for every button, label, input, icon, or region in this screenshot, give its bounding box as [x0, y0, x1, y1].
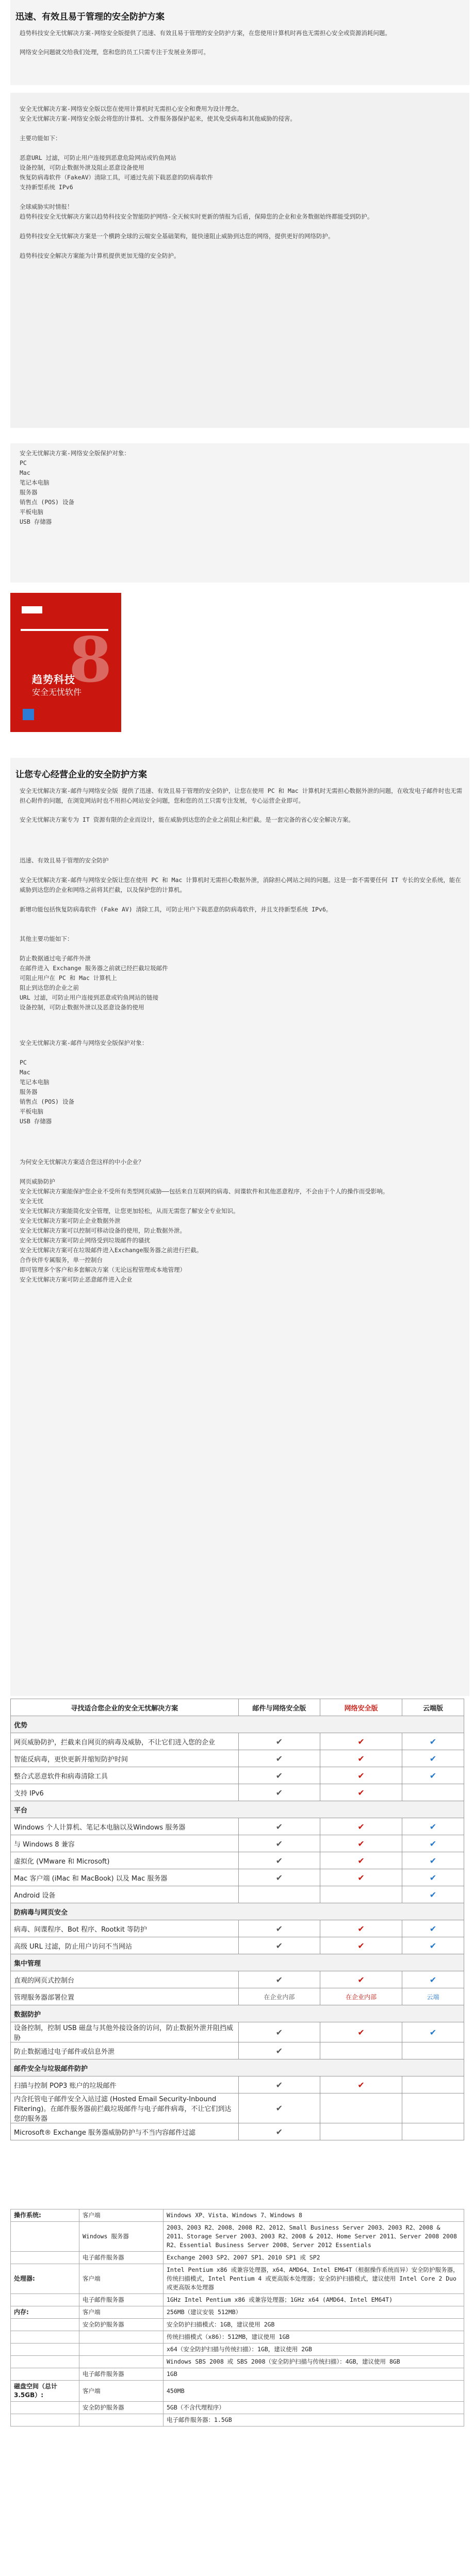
section1-title: 迅速、有效且易于管理的安全防护方案: [15, 12, 165, 22]
requirement-row: [11, 2222, 464, 2252]
feature-item: 防止数据通过电子邮件外泄: [20, 955, 91, 962]
section1-platforms-heading: 安全无忧解决方案-网络安全版保护对象：: [20, 450, 130, 457]
feature-item: 设备控制，可防止数据外泄以及恶意设备的使用: [20, 1004, 144, 1011]
checkmark-icon: ✔: [320, 1971, 402, 1988]
comparison-cell: 云端: [402, 1988, 464, 2005]
comparison-row: [11, 2093, 464, 2123]
feature-item: 可阻止用户在 PC 和 Mac 计算机上: [20, 974, 117, 982]
comparison-header-cloud: 云端版: [402, 1699, 464, 1716]
requirement-value: 1GB: [164, 2368, 464, 2381]
section1-body-line: 恶意URL 过滤，可防止用户连接到恶意危险网站或钓鱼网站: [20, 154, 176, 161]
requirement-value: Intel Pentium x86 或兼容处理器，x64、AMD64、Intel EM64T（根据操作系统而异）安全防护服务器，传统扫描模式，Intel Pentium 4 或更高版本处理器；安全防护扫描模式，建议使用 Intel Core 2 Duo 或更高版本处理器: [164, 2264, 464, 2294]
requirement-subcategory: [79, 2356, 164, 2368]
feature-item: 阻止到达您的企业之前: [20, 984, 79, 991]
requirement-value: 2003、2003 R2、2008、2008 R2、2012、Small Business Server 2003、2003 R2、2008 & 2011、Storage Server 2003、2003 R2、2008 & 2012、Home Server 2011、Server 2008 2008 R2、Essential Business Server 2008、Server 2012 Essentials: [164, 2222, 464, 2252]
comparison-row: [11, 1886, 464, 1903]
checkmark-icon: ✔: [238, 2076, 320, 2093]
checkmark-icon: ✔: [238, 1971, 320, 1988]
comparison-feature: 网页威胁防护，拦截来自网页的病毒及威胁，不让它们进入您的企业: [11, 1733, 239, 1750]
platform-item: 笔记本电脑: [20, 479, 50, 486]
comparison-feature: 直观的网页式控制台: [11, 1971, 239, 1988]
comparison-row: [11, 1767, 464, 1784]
checkmark-icon: ✔: [320, 2076, 402, 2093]
comparison-feature: 与 Windows 8 兼容: [11, 1835, 239, 1852]
section1-body-line: 全球威胁实时情报！: [20, 203, 73, 210]
checkmark-icon: ✔: [238, 1869, 320, 1886]
box-label-2: 安全无忧软件: [32, 687, 82, 697]
section1-platform-list: [20, 458, 464, 527]
comparison-feature: 内含托管电子邮件安全入站过滤 (Hosted Email Security-Inbound Filtering)。在邮件服务器前拦截垃圾邮件与电子邮件病毒，不让它们到达您的服务器: [11, 2093, 239, 2123]
section1-body-line: [20, 124, 464, 134]
comparison-row: [11, 1937, 464, 1954]
platform-item: 销售点 (POS) 设备: [20, 1098, 74, 1105]
section1-body-line: [20, 222, 464, 231]
comparison-feature: 支持 IPv6: [11, 1784, 239, 1801]
comparison-feature: 智能反病毒，更快更新并缩短防护时间: [11, 1750, 239, 1767]
feature-item: URL 过滤，可防止用户连接到恶意或钓鱼网站的链接: [20, 994, 159, 1001]
section1-header: [10, 0, 469, 85]
checkmark-icon: ✔: [238, 1818, 320, 1835]
checkmark-icon: ✔: [238, 1750, 320, 1767]
requirement-row: [11, 2414, 464, 2427]
requirement-value: 256MB（建议安装 512MB）: [164, 2306, 464, 2319]
comparison-feature: 病毒、间谍程序、Bot 程序、Rootkit 等防护: [11, 1920, 239, 1937]
product-box-image: [10, 593, 121, 732]
platform-item: USB 存储器: [20, 518, 52, 525]
comparison-row: [11, 2123, 464, 2140]
checkmark-icon: ✔: [238, 2022, 320, 2042]
checkmark-icon: ✔: [238, 1920, 320, 1937]
comparison-header-email-web: 邮件与网络安全版: [238, 1699, 320, 1716]
checkmark-icon: ✔: [402, 1886, 464, 1903]
checkmark-icon: ✔: [238, 1767, 320, 1784]
requirement-subcategory: 客户端: [79, 2264, 164, 2294]
requirement-value: Exchange 2003 SP2、2007 SP1、2010 SP1 或 SP2: [164, 2252, 464, 2264]
comparison-cell: [402, 1784, 464, 1801]
requirement-category: 处理器:: [11, 2264, 79, 2294]
comparison-row: [11, 2042, 464, 2059]
brand-logo-icon: [22, 606, 42, 613]
section1-intro: [10, 26, 469, 57]
why-item: 安全无忧解决方案可防止恶意邮件进入企业: [20, 1276, 133, 1283]
requirement-subcategory: 客户端: [79, 2209, 164, 2222]
box-label: 趋势科技: [32, 673, 75, 686]
comparison-group-row: [11, 1903, 464, 1920]
comparison-row: [11, 1869, 464, 1886]
comparison-group-row: [11, 1954, 464, 1971]
comparison-group-name: 优势: [11, 1716, 464, 1733]
why-item: 安全无忧: [20, 1198, 43, 1205]
checkmark-icon: ✔: [402, 1733, 464, 1750]
why-item: 安全无忧解决方案能保护您企业不受所有类型网页威胁——包括来自互联网的病毒、间谍软件和其他恶意程序，不会由于个人的操作而受影响。: [20, 1188, 389, 1195]
platform-item: USB 存储器: [20, 1118, 52, 1125]
comparison-group-name: 数据防护: [11, 2005, 464, 2022]
platform-item: 平板电脑: [20, 1108, 43, 1115]
requirement-value: Windows SBS 2008 或 SBS 2008（安全防护扫描与传统扫描）：4GB，建议使用 8GB: [164, 2356, 464, 2368]
requirement-subcategory: 电子邮件服务器: [79, 2252, 164, 2264]
requirement-category: [11, 2252, 79, 2264]
why-item: 安全无忧解决方案可在垃圾邮件进入Exchange服务器之前进行拦截。: [20, 1247, 203, 1254]
comparison-feature: 设备控制，控制 USB 磁盘与其他外接设备的访问，防止数据外泄并阻挡威胁: [11, 2022, 239, 2042]
comparison-cell: [320, 2042, 402, 2059]
comparison-header-feature: 寻找适合您企业的安全无忧解决方案: [11, 1699, 239, 1716]
comparison-feature: 整合式恶意软件和病毒清除工具: [11, 1767, 239, 1784]
checkmark-icon: ✔: [320, 1818, 402, 1835]
platform-item: PC: [20, 459, 27, 467]
requirement-row: [11, 2381, 464, 2402]
checkmark-icon: ✔: [238, 2042, 320, 2059]
requirement-subcategory: [79, 2344, 164, 2356]
requirement-row: [11, 2368, 464, 2381]
why-item: 安全无忧解决方案可以控制可移动设备的使用，防止数据外泄。: [20, 1227, 186, 1234]
section1-body-line: [20, 241, 464, 251]
comparison-feature: 高级 URL 过滤，防止用户访问不当网站: [11, 1937, 239, 1954]
comparison-cell: 在企业内部: [238, 1988, 320, 2005]
comparison-row: [11, 1818, 464, 1835]
checkmark-icon: ✔: [402, 1835, 464, 1852]
comparison-feature: 扫描与控制 POP3 账户的垃圾邮件: [11, 2076, 239, 2093]
section2-p2: 安全无忧解决方案-邮件与网络安全版让您在使用 PC 和 Mac 计算机时无需担心数据外泄，消除担心网站之间的问题。这是一套不需要任何 IT 专长的安全系统，能在威胁到达您的企业和网络之前将其拦截，以及保护您的计算机。: [20, 876, 461, 893]
checkmark-icon: ✔: [320, 1920, 402, 1937]
requirement-value: 传统扫描模式（x86）：512MB，建议使用 1GB: [164, 2331, 464, 2344]
comparison-cell: [320, 2093, 402, 2123]
comparison-cell: [238, 1886, 320, 1903]
requirement-category: [11, 2344, 79, 2356]
comparison-group-name: 邮件安全与垃圾邮件防护: [11, 2059, 464, 2076]
comparison-cell: [402, 2076, 464, 2093]
comparison-row: [11, 1852, 464, 1869]
section1-body-line: 设备控制，可防止数据外泄及阻止恶意设备使用: [20, 164, 144, 171]
why-item: 安全无忧解决方案能简化安全管理，让您更加轻松，从而无需您了解安全专业知识。: [20, 1207, 239, 1215]
requirement-category: 内存:: [11, 2306, 79, 2319]
comparison-group-name: 集中管理: [11, 1954, 464, 1971]
requirement-category: [11, 2331, 79, 2344]
platform-item: 服务器: [20, 489, 38, 496]
comparison-row: [11, 1733, 464, 1750]
checkmark-icon: ✔: [238, 2093, 320, 2123]
requirement-value: 安全防护扫描模式：1GB，建议使用 2GB: [164, 2319, 464, 2331]
comparison-row: [11, 1971, 464, 1988]
requirement-row: [11, 2402, 464, 2414]
section2-features-heading: 其他主要功能如下：: [20, 935, 73, 942]
comparison-cell: [402, 2042, 464, 2059]
requirement-value: 电子邮件服务器：1.5GB: [164, 2414, 464, 2427]
requirement-subcategory: 电子邮件服务器: [79, 2368, 164, 2381]
platform-item: 销售点 (POS) 设备: [20, 498, 74, 506]
checkmark-icon: ✔: [238, 2123, 320, 2140]
checkmark-icon: ✔: [320, 1937, 402, 1954]
section2-why-list: [20, 1177, 464, 1285]
platform-item: 笔记本电脑: [20, 1078, 50, 1086]
why-item: 网页威胁防护: [20, 1178, 55, 1185]
checkmark-icon: ✔: [402, 1869, 464, 1886]
section1-body-text: [10, 93, 469, 261]
comparison-header-web: 网络安全版: [320, 1699, 402, 1716]
requirement-value: 5GB（不含代理程序）: [164, 2402, 464, 2414]
section1-body-line: [20, 192, 464, 202]
requirement-row: [11, 2356, 464, 2368]
requirement-category: [11, 2368, 79, 2381]
checkmark-icon: ✔: [238, 1784, 320, 1801]
comparison-cell: [402, 2093, 464, 2123]
checkmark-icon: ✔: [402, 1937, 464, 1954]
requirement-value: 450MB: [164, 2381, 464, 2402]
requirement-category: [11, 2402, 79, 2414]
requirement-value: 1GHz Intel Pentium x86 或兼容处理器；1GHz x64 (AMD64、Intel EM64T): [164, 2294, 464, 2306]
comparison-feature: 虚拟化 (VMware 和 Microsoft): [11, 1852, 239, 1869]
comparison-feature: 管理服务器部署位置: [11, 1988, 239, 2005]
comparison-table: [10, 1699, 464, 2140]
requirement-category: [11, 2414, 79, 2427]
section2-platform-list: [20, 1058, 464, 1126]
section2: [10, 758, 469, 1696]
comparison-group-name: 防病毒与网页安全: [11, 1903, 464, 1920]
checkmark-icon: ✔: [402, 1852, 464, 1869]
section1-body-line: 趋势科技安全无忧解决方案是一个横跨全球的云端安全基础架构，能快速阻止威胁到达您的网络，提供更好的网络防护。: [20, 232, 334, 240]
checkmark-icon: ✔: [320, 2022, 402, 2042]
comparison-body: [11, 1716, 464, 2140]
requirement-row: [11, 2252, 464, 2264]
section1-intro-p1: 趋势科技安全无忧解决方案-网络安全版提供了迅速、有效且易于管理的安全防护方案，在您使用计算机时再也无需担心安全或资源消耗问题。: [20, 29, 391, 37]
section1-body-line: 安全无忧解决方案-网络安全版会将您的计算机、文件服务器保护起来，使其免受病毒和其他威胁的侵害。: [20, 115, 296, 122]
comparison-row: [11, 1835, 464, 1852]
requirement-category: 操作系统:: [11, 2209, 79, 2222]
section1-body-line: 恢复防病毒软件（FakeAV）清除工具，可通过先前下载恶意的防病毒软件: [20, 174, 214, 181]
requirement-subcategory: 安全防护服务器: [79, 2402, 164, 2414]
requirement-category: [11, 2319, 79, 2331]
section2-p3: 新增功能包括恢复防病毒软件 (Fake AV) 清除工具，可防止用户下载恶意的防病毒软件，并且支持新型系统 IPv6。: [20, 906, 332, 913]
comparison-cell: [320, 2123, 402, 2140]
section1-body-line: 趋势科技安全解决方案能为计算机提供更加无缝的安全防护。: [20, 252, 180, 259]
comparison-group-row: [11, 1801, 464, 1818]
requirement-row: [11, 2294, 464, 2306]
checkmark-icon: ✔: [238, 1852, 320, 1869]
checkmark-icon: ✔: [402, 1767, 464, 1784]
comparison-feature: Microsoft® Exchange 服务器威胁防护与不当内容邮件过滤: [11, 2123, 239, 2140]
section1-platforms: [10, 443, 469, 583]
requirement-subcategory: [79, 2331, 164, 2344]
section2-platforms-heading: 安全无忧解决方案-邮件与网络安全版保护对象：: [20, 1039, 148, 1046]
requirement-category: [11, 2356, 79, 2368]
checkmark-icon: ✔: [320, 1733, 402, 1750]
windows-logo-icon: [23, 709, 34, 720]
requirements-table: [10, 2209, 464, 2427]
requirement-subcategory: 客户端: [79, 2381, 164, 2402]
comparison-cell: [320, 1886, 402, 1903]
requirement-subcategory: 安全防护服务器: [79, 2319, 164, 2331]
requirement-subcategory: [79, 2414, 164, 2427]
requirements-body: [11, 2209, 464, 2427]
requirement-row: [11, 2319, 464, 2331]
checkmark-icon: ✔: [238, 1733, 320, 1750]
comparison-feature: Android 设备: [11, 1886, 239, 1903]
checkmark-icon: ✔: [320, 1750, 402, 1767]
checkmark-icon: ✔: [320, 1784, 402, 1801]
comparison-row: [11, 1988, 464, 2005]
platform-item: Mac: [20, 469, 30, 476]
checkmark-icon: ✔: [238, 1937, 320, 1954]
section1-body-line: [20, 143, 464, 153]
requirement-value: Windows XP、Vista、Windows 7、Windows 8: [164, 2209, 464, 2222]
box-version-number: 8: [69, 624, 112, 696]
why-item: 合作伙伴专属服务，单一控制台: [20, 1256, 103, 1264]
requirement-subcategory: 客户端: [79, 2306, 164, 2319]
comparison-row: [11, 1784, 464, 1801]
checkmark-icon: ✔: [402, 1818, 464, 1835]
comparison-row: [11, 1920, 464, 1937]
comparison-feature: Windows 个人计算机、笔记本电脑以及Windows 服务器: [11, 1818, 239, 1835]
comparison-group-row: [11, 1716, 464, 1733]
platform-item: PC: [20, 1059, 27, 1066]
section1-body-line: 主要功能如下：: [20, 135, 61, 142]
requirement-row: [11, 2331, 464, 2344]
platform-item: 服务器: [20, 1088, 38, 1095]
requirement-category: [11, 2222, 79, 2252]
requirement-subcategory: Windows 服务器: [79, 2222, 164, 2252]
comparison-group-row: [11, 2059, 464, 2076]
comparison-row: [11, 2022, 464, 2042]
comparison-feature: Mac 客户端 (iMac 和 MacBook) 以及 Mac 服务器: [11, 1869, 239, 1886]
section1-body-line: 安全无忧解决方案-网络安全版以您在使用计算机时无需担心安全和费用为设计理念。: [20, 105, 243, 112]
comparison-cell: 在企业内部: [320, 1988, 402, 2005]
requirement-category: [11, 2294, 79, 2306]
comparison-header-row: [11, 1699, 464, 1716]
comparison-row: [11, 2076, 464, 2093]
section2-feature-list: [20, 954, 464, 1012]
platform-item: 平板电脑: [20, 508, 43, 516]
comparison-cell: [402, 2123, 464, 2140]
checkmark-icon: ✔: [238, 1835, 320, 1852]
section1-body-line: 趋势科技安全无忧解决方案以趋势科技安全智能防护网络-全天候实时更新的情报为后盾，保障您的企业和业务数据始终都能受到防护。: [20, 213, 373, 220]
checkmark-icon: ✔: [320, 1869, 402, 1886]
why-item: 安全无忧解决方案可防止企业数据外泄: [20, 1217, 121, 1224]
requirement-category: 磁盘空间（总计 3.5GB）:: [11, 2381, 79, 2402]
requirement-row: [11, 2306, 464, 2319]
section2-intro-p2: 安全无忧解决方案专为 IT 资源有限的企业而设计，能在威胁到达您的企业之前阻止和拦截。是一套完备的省心安全解决方案。: [20, 816, 354, 823]
requirement-row: [11, 2264, 464, 2294]
platform-item: Mac: [20, 1069, 30, 1076]
why-item: 即可管理多个客户和多套解决方案（无论远程管理或本地管理）: [20, 1266, 186, 1273]
requirement-value: x64（安全防护扫描与传统扫描）：1GB，建议使用 2GB: [164, 2344, 464, 2356]
checkmark-icon: ✔: [320, 1852, 402, 1869]
checkmark-icon: ✔: [320, 1835, 402, 1852]
section2-title: 让您专心经营企业的安全防护方案: [15, 770, 147, 780]
checkmark-icon: ✔: [402, 2022, 464, 2042]
comparison-feature: 防止数据通过电子邮件或信息外泄: [11, 2042, 239, 2059]
comparison-group-row: [11, 2005, 464, 2022]
section2-intro-p1: 安全无忧解决方案-邮件与网络安全版 提供了迅速、有效且易于管理的安全防护，让您在使用 PC 和 Mac 计算机时无需担心数据外泄的问题，在收发电子邮件时也无需担心附件的问题，在浏览网站时也不用担心网站安全问题，您和您的员工只需专注发展，专心运营企业即可。: [20, 787, 463, 804]
comparison-group-name: 平台: [11, 1801, 464, 1818]
checkmark-icon: ✔: [402, 1971, 464, 1988]
section2-why-heading: 为何安全无忧解决方案适合您这样的中小企业？: [20, 1158, 144, 1166]
requirement-subcategory: 电子邮件服务器: [79, 2294, 164, 2306]
comparison-row: [11, 1750, 464, 1767]
feature-item: 在邮件进入 Exchange 服务器之前就已经拦截垃圾邮件: [20, 965, 168, 972]
section1-body-line: 支持新型系统 IPv6: [20, 184, 73, 191]
requirement-row: [11, 2209, 464, 2222]
section1-body: [10, 93, 469, 428]
requirement-row: [11, 2344, 464, 2356]
why-item: 安全无忧解决方案可防止网络受到垃圾邮件的骚扰: [20, 1237, 150, 1244]
checkmark-icon: ✔: [320, 1767, 402, 1784]
section1-intro-p2: 网络安全问题就交给我们处理，您和您的员工只需专注于发展业务即可。: [20, 48, 209, 56]
checkmark-icon: ✔: [402, 1750, 464, 1767]
checkmark-icon: ✔: [402, 1920, 464, 1937]
section2-p1: 迅速、有效且易于管理的安全防护: [20, 857, 109, 864]
